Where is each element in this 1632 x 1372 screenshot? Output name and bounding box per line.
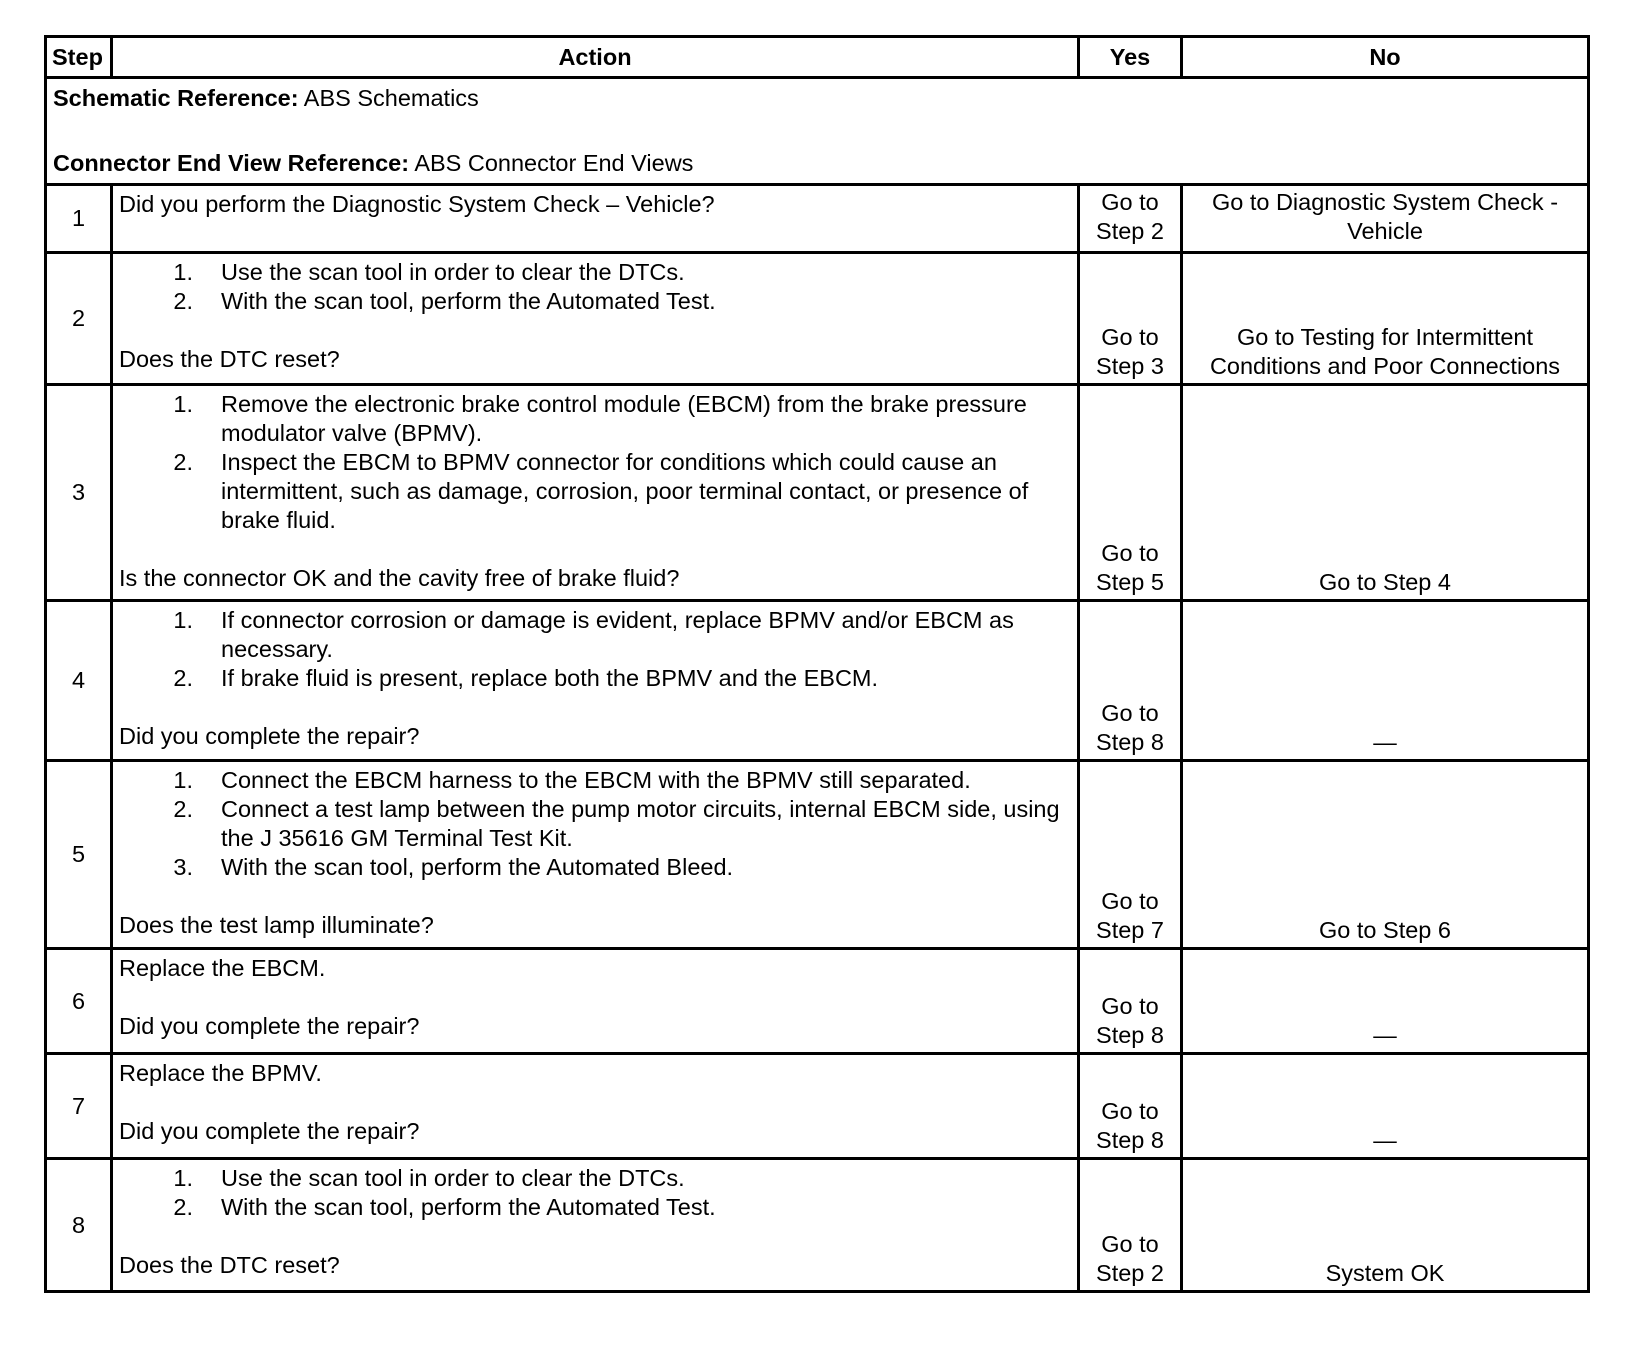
table-row xyxy=(46,1159,1589,1292)
action-cell xyxy=(112,385,1079,601)
no-cell: Go to Step 6 xyxy=(1182,761,1589,949)
yes-cell: Go to Step 8 xyxy=(1079,949,1182,1054)
table-row xyxy=(46,601,1589,761)
action-question: Does the DTC reset? xyxy=(119,346,340,372)
action-question: Is the connector OK and the cavity free of brake fluid? xyxy=(119,565,680,591)
no-cell: Go to Testing for Intermittent Conditions and Poor Connections xyxy=(1182,253,1589,385)
header-step: Step xyxy=(46,37,112,78)
schematic-reference-value: ABS Schematics xyxy=(303,85,479,111)
step-number: 4 xyxy=(46,601,112,761)
list-item: 1. If connector corrosion or damage is evident, replace BPMV and/or EBCM as necessary. xyxy=(173,607,1014,662)
connector-reference-label: Connector End View Reference: xyxy=(53,150,410,176)
table-row xyxy=(46,1054,1589,1159)
schematic-reference-label: Schematic Reference: xyxy=(53,85,299,111)
step-number: 1 xyxy=(46,185,112,253)
yes-cell: Go to Step 8 xyxy=(1079,1054,1182,1159)
no-cell: System OK xyxy=(1182,1159,1589,1292)
no-cell: — xyxy=(1182,1054,1589,1159)
no-cell: — xyxy=(1182,601,1589,761)
action-instruction: Replace the BPMV. xyxy=(119,1060,322,1086)
yes-cell: Go to Step 2 xyxy=(1079,1159,1182,1292)
diagnostic-table xyxy=(44,35,1590,1293)
action-question: Does the DTC reset? xyxy=(119,1252,340,1278)
table-row xyxy=(46,949,1589,1054)
action-list xyxy=(119,1164,1071,1222)
action-question: Did you complete the repair? xyxy=(119,1118,420,1144)
list-item: 1. Use the scan tool in order to clear the DTCs. xyxy=(173,1165,685,1191)
yes-cell: Go to Step 7 xyxy=(1079,761,1182,949)
step-number: 5 xyxy=(46,761,112,949)
schematic-reference xyxy=(53,84,1581,113)
yes-cell: Go to Step 2 xyxy=(1079,185,1182,253)
action-list xyxy=(119,258,1071,316)
action-cell xyxy=(112,949,1079,1054)
table-row xyxy=(46,185,1589,253)
action-cell xyxy=(112,185,1079,253)
header-yes: Yes xyxy=(1079,37,1182,78)
action-list xyxy=(119,606,1071,693)
list-item: 3. With the scan tool, perform the Automated Bleed. xyxy=(173,854,734,880)
header-row xyxy=(46,37,1589,78)
action-cell xyxy=(112,1054,1079,1159)
reference-cell xyxy=(46,78,1589,185)
step-number: 2 xyxy=(46,253,112,385)
list-item: 1. Use the scan tool in order to clear the DTCs. xyxy=(173,259,685,285)
no-cell: Go to Step 4 xyxy=(1182,385,1589,601)
yes-cell: Go to Step 3 xyxy=(1079,253,1182,385)
connector-reference xyxy=(53,149,1581,178)
connector-reference-value: ABS Connector End Views xyxy=(414,150,694,176)
list-item: 1. Connect the EBCM harness to the EBCM with the BPMV still separated. xyxy=(173,767,971,793)
action-question: Did you complete the repair? xyxy=(119,723,420,749)
table-row xyxy=(46,385,1589,601)
yes-cell: Go to Step 8 xyxy=(1079,601,1182,761)
no-cell: Go to Diagnostic System Check - Vehicle xyxy=(1182,185,1589,253)
no-cell: — xyxy=(1182,949,1589,1054)
action-question: Does the test lamp illuminate? xyxy=(119,912,434,938)
reference-row xyxy=(46,78,1589,185)
step-number: 8 xyxy=(46,1159,112,1292)
action-cell xyxy=(112,761,1079,949)
list-item: 2. With the scan tool, perform the Automated Test. xyxy=(173,1194,716,1220)
action-cell xyxy=(112,253,1079,385)
action-cell xyxy=(112,601,1079,761)
action-question: Did you complete the repair? xyxy=(119,1013,420,1039)
list-item: 1. Remove the electronic brake control module (EBCM) from the brake pressure modulator valve (BPMV). xyxy=(173,391,1027,446)
step-number: 7 xyxy=(46,1054,112,1159)
list-item: 2. Connect a test lamp between the pump motor circuits, internal EBCM side, using the J 35616 GM Terminal Test Kit. xyxy=(173,796,1060,851)
header-action: Action xyxy=(112,37,1079,78)
action-cell xyxy=(112,1159,1079,1292)
header-no: No xyxy=(1182,37,1589,78)
step-number: 3 xyxy=(46,385,112,601)
yes-cell: Go to Step 5 xyxy=(1079,385,1182,601)
list-item: 2. Inspect the EBCM to BPMV connector for conditions which could cause an intermittent, such as damage, corrosion, poor terminal contact, or presence of brake fluid. xyxy=(173,449,1029,533)
table-row xyxy=(46,761,1589,949)
action-list xyxy=(119,390,1071,535)
action-instruction: Replace the EBCM. xyxy=(119,955,326,981)
list-item: 2. If brake fluid is present, replace both the BPMV and the EBCM. xyxy=(173,665,879,691)
table-row xyxy=(46,253,1589,385)
action-list xyxy=(119,766,1071,882)
action-question: Did you perform the Diagnostic System Check – Vehicle? xyxy=(119,191,715,217)
step-number: 6 xyxy=(46,949,112,1054)
list-item: 2. With the scan tool, perform the Automated Test. xyxy=(173,288,716,314)
